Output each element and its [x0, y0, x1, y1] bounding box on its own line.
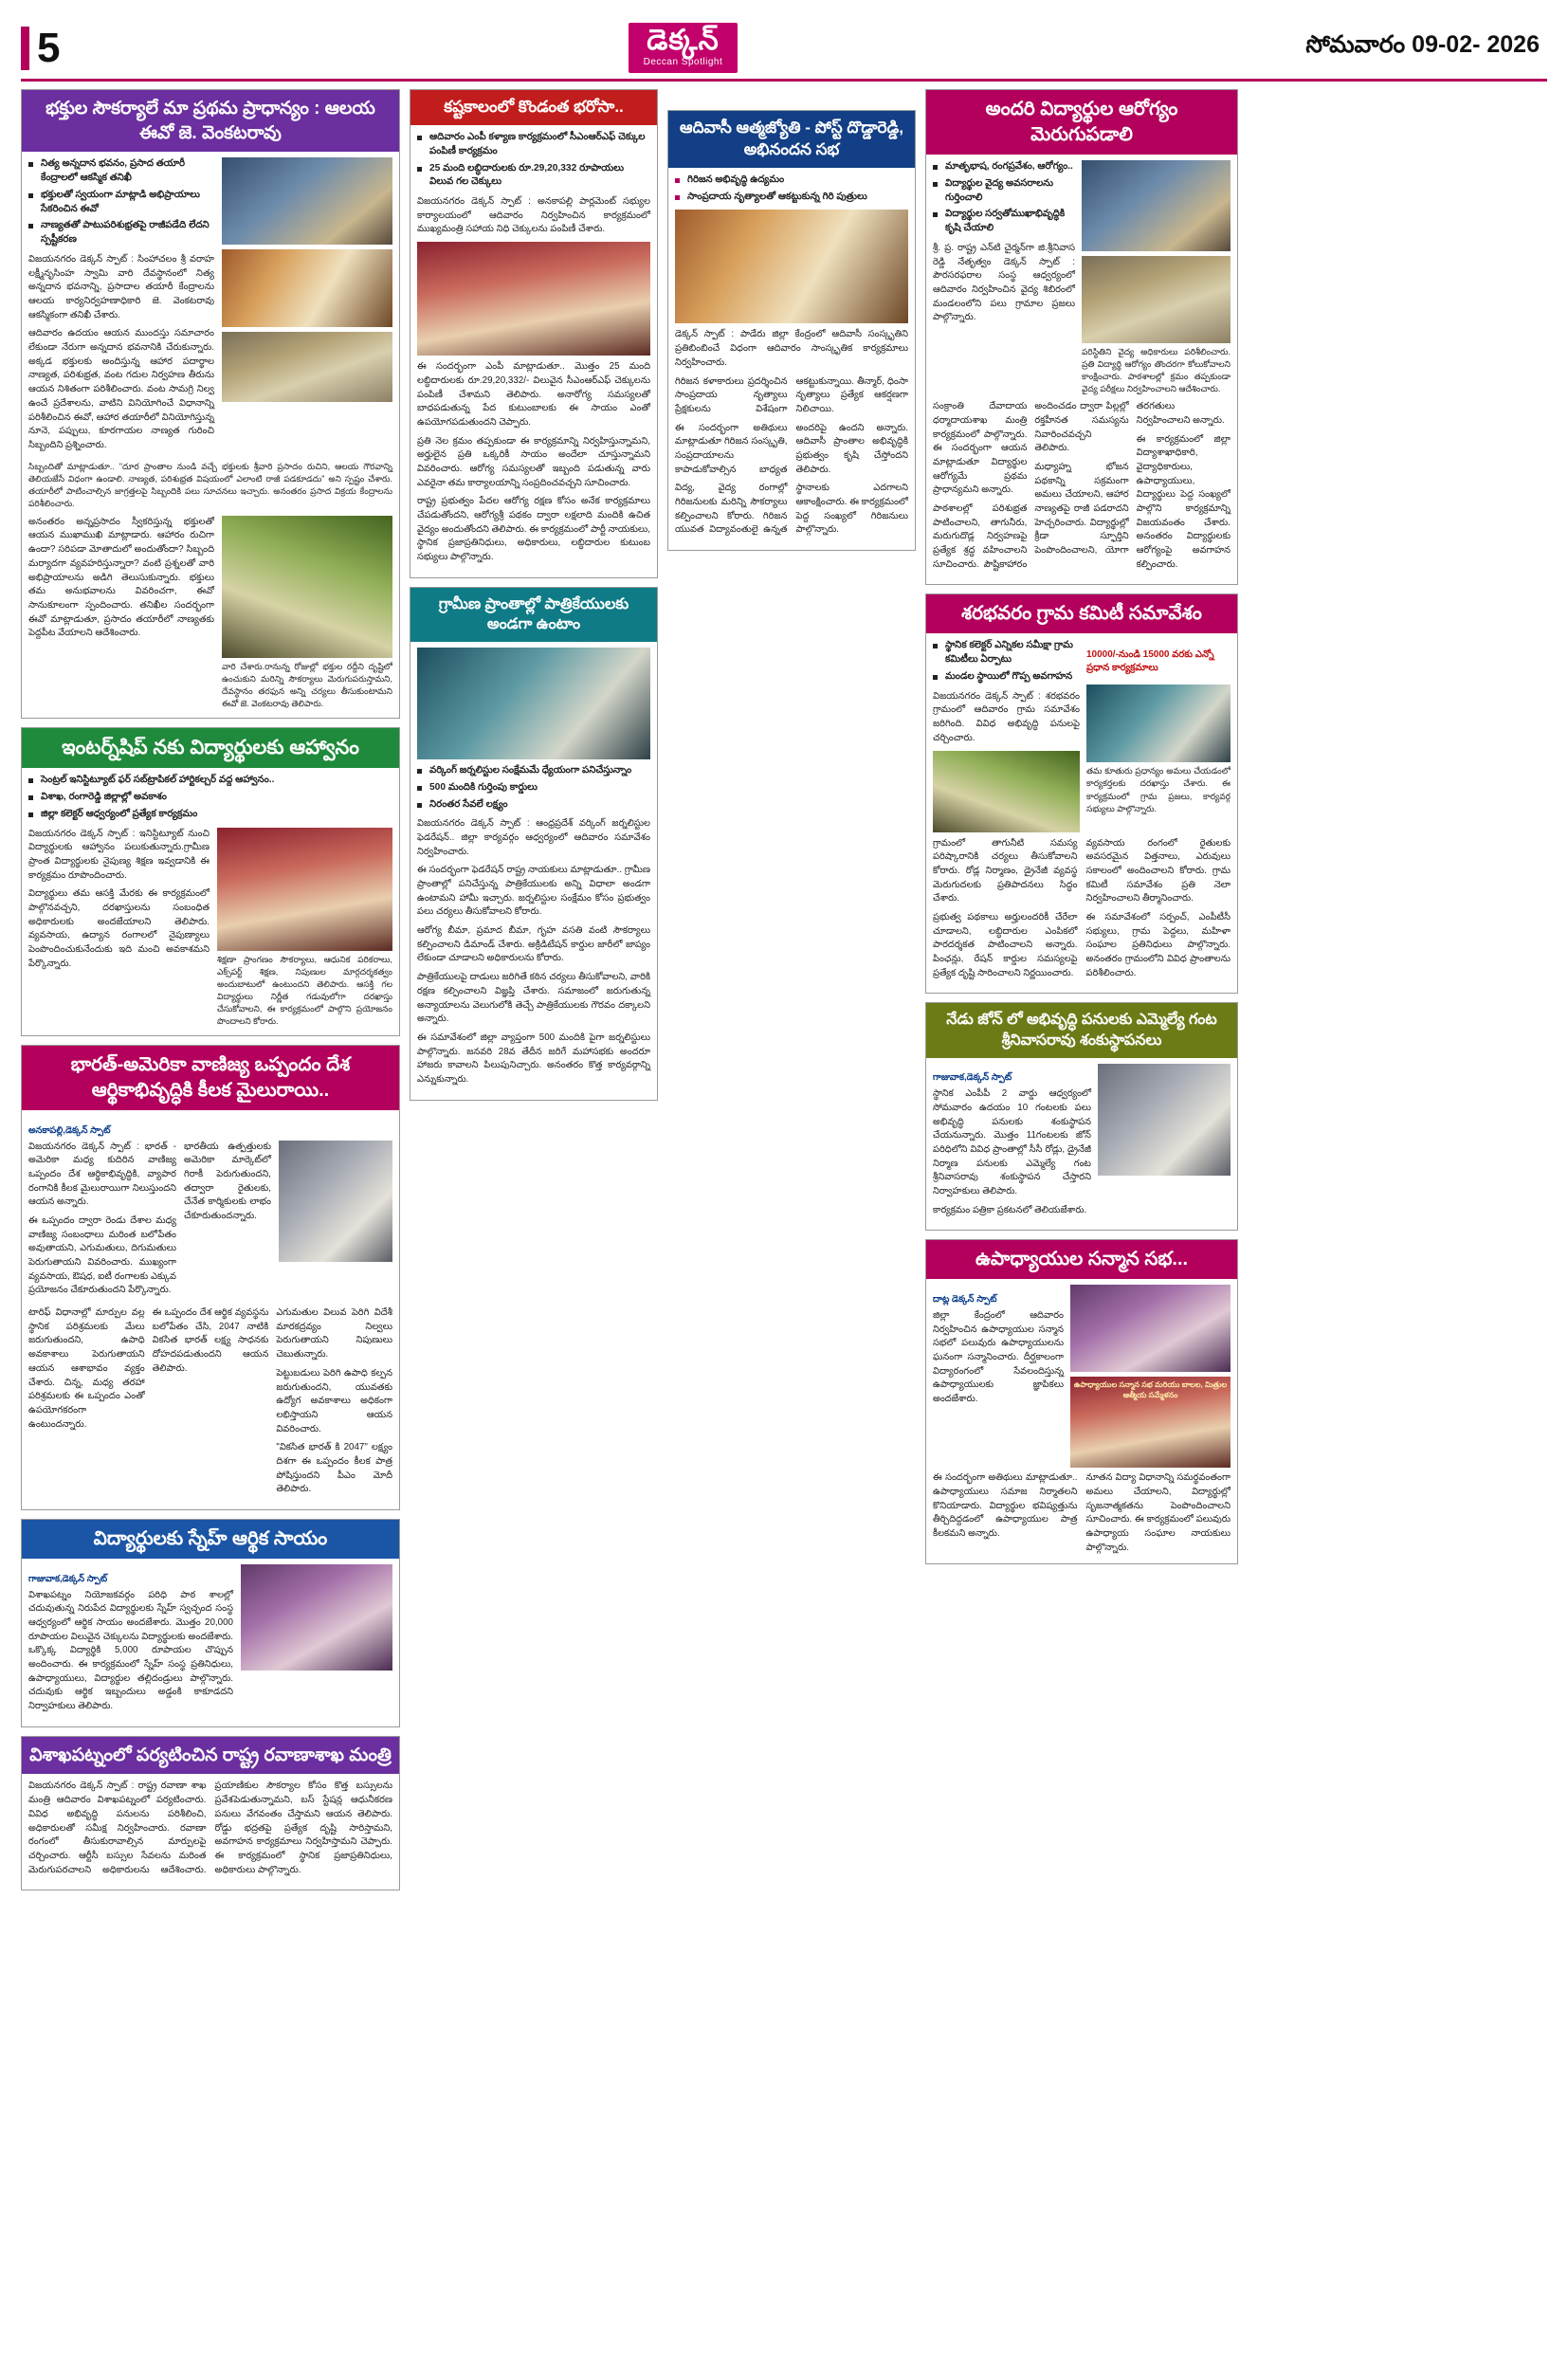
- article-paragraph: ఈ సందర్భంగా అతిథులు మాట్లాడుతూ.. ఉపాధ్యాయులు సమాజ నిర్మాతలని కొనియాడారు. విద్యార్థుల భవిష్యత్తును తీర్చిదిద్దడంలో ఉపాధ్యాయుల పాత్ర కీలకమని అన్నారు.: [933, 1472, 1078, 1540]
- article-paragraph: ఆరోగ్య బీమా, ప్రమాద బీమా, గృహ వసతి వంటి సౌకర్యాలు కల్పించాలని డిమాండ్ చేశారు. అక్రిడిటేషన్ కార్డుల జారీలో జాప్యం లేకుండా చూడాలని అధికారులను కోరారు.: [417, 925, 650, 964]
- article-paragraph: "వికసిత భారత్ కి 2047" లక్ష్యం దిశగా ఈ ఒప్పందం కీలక పాత్ర పోషిస్తుందని పీఎం మోదీ తెలిపారు.: [276, 1442, 393, 1495]
- logo-title: డెక్కన్: [647, 25, 720, 56]
- article-paragraph: ఆదివారం ఉదయం ఆయన ముందస్తు సమాచారం లేకుండా నేరుగా అన్నదాన భవనానికి చేరుకున్నారు. అక్కడ భక్తులకు అందిస్తున్న ఆహార పదార్థాల నాణ్యత, పరిశుభ్రత, వంట గదుల నిర్వహణ తీరును ఆయన నిశితంగా పరిశీలించారు. వంట సామగ్రి నిల్వ ఉంచే ప్రదేశాలను, వాటిని వినియోగించే విధానాన్ని పరిశీలించిన ఈవో, ఆహార తయారీలో వినియోగిస్తున్న నూనె, పప్పులు, కూరగాయల నాణ్యత గురించి సిబ్బందిని ప్రశ్నించారు.: [28, 328, 214, 450]
- article-temple-eo: [21, 89, 400, 719]
- article-paragraph: ఈ ఒప్పందం దేశ ఆర్థిక వ్యవస్థను బలోపేతం చేసి, 2047 నాటికి వికసిత భారత్ లక్ష్య సాధనకు దోహదపడుతుందని ఆయన తెలిపారు.: [152, 1307, 269, 1374]
- list-item: సెంట్రల్ ఇనిస్టిట్యూట్ ఫర్ సబ్‌ట్రాపికల్ హార్టికల్చర్ వద్ద ఆహ్వానం..: [28, 774, 392, 788]
- article-paragraph: పాత్రికేయులపై దాడులు జరిగితే కఠిన చర్యలు తీసుకోవాలని, వారికి రక్షణ కల్పించాలని విజ్ఞప్తి చేశారు. సమాజంలో జరుగుతున్న అన్యాయాలను వెలుగులోకి తెచ్చే పాత్రికేయులకు గౌరవం దక్కాలని అన్నారు.: [417, 972, 650, 1025]
- article-byline: శ్రీ. ప్ర. రాష్ట్ర ఎన్‌టి చైర్మన్‌గా జి.శ్రీనివాస రెడ్డి నేతృత్వం డెక్కన్ స్పాట్ : పౌరసరఫరాల సంస్థ ఆధ్వర్యంలో ఆదివారం నిర్వహించిన వైద్య శిబిరంలో మండలంలోని పలు గ్రామాల ప్రజలు పాల్గొన్నారు.: [933, 242, 1075, 323]
- newspaper-logo: [629, 23, 738, 73]
- article-paragraph: గ్రామంలో తాగునీటి సమస్య పరిష్కారానికి చర్యలు తీసుకోవాలని కోరారు. రోడ్ల నిర్మాణం, డ్రైనేజీ వ్యవస్థ మెరుగుదలకు ప్రతిపాదనలు సిద్ధం చేశారు.: [933, 837, 1078, 904]
- list-item: స్థానిక కలెక్టర్ ఎన్నికల సమీక్షా గ్రామ కమిటీలు ఏర్పాటు: [933, 639, 1080, 667]
- news-photo: [417, 648, 650, 759]
- article-headline: విశాఖపట్నంలో పర్యటించిన రాష్ట్ర రవాణాశాఖ మంత్రి: [22, 1737, 399, 1775]
- article-paragraph: విద్యార్థులు తమ ఆసక్తి మేరకు ఈ కార్యక్రమంలో పాల్గొనవచ్చని, దరఖాస్తులను సంబంధిత అధికారులకు అందజేయాలని తెలిపారు. వ్యవసాయ, ఉద్యాన రంగాలలో నైపుణ్యాలు పెంపొందించుకునేందుకు ఇది మంచి అవకాశమని పేర్కొన్నారు.: [28, 888, 210, 969]
- article-byline: అనకాపల్లి,డెక్కన్ స్పాట్: [28, 1124, 111, 1136]
- news-photo: [1086, 685, 1231, 762]
- article-mla-foundation: [925, 1002, 1238, 1231]
- article-note: 10000/-నుండి 15000 వరకు ఎన్నో ప్రధాన కార్యక్రమాలు: [1086, 649, 1214, 674]
- news-photo: [222, 332, 392, 402]
- article-paragraph: విద్య, వైద్య రంగాల్లో గిరిజనులకు మరిన్ని సౌకర్యాలు కల్పించాలని కోరారు. గిరిజన యువత విద్యావంతులై ఉన్నత స్థానాలకు ఎదగాలని ఆకాంక్షించారు. ఈ కార్యక్రమంలో పెద్ద సంఖ్యలో గిరిజనులు పాల్గొన్నారు.: [675, 483, 908, 536]
- article-byline: విజయనగరం డెక్కన్ స్పాట్ : ఆంధ్రప్రదేశ్ వర్కింగ్ జర్నలిస్టుల ఫెడరేషన్.. జిల్లా కార్యవర్గం ఆధ్వర్యంలో ఆదివారం సమావేశం నిర్వహించారు.: [417, 818, 650, 857]
- article-headline: కష్టకాలంలో కొండంత భరోసా..: [410, 90, 657, 125]
- article-headline: గ్రామీణ ప్రాంతాల్లో పాత్రికేయులకు అండగా ఉంటాం: [410, 588, 657, 642]
- article-paragraph: ఈ ఒప్పందం ద్వారా రెండు దేశాల మధ్య వాణిజ్య సంబంధాలు మరింత బలోపేతం అవుతాయని, ఎగుమతులు, దిగుమతులు పెరుగుతాయని వివరించారు. ముఖ్యంగా వ్యవసాయ, ఔషధ, ఐటీ రంగాలకు ఎక్కువ ప్రయోజనం చేకూరుతుందని పేర్కొన్నారు.: [28, 1214, 176, 1296]
- list-item: సాంప్రదాయ నృత్యాలతో ఆకట్టుకున్న గిరి పుత్రులు: [675, 191, 908, 205]
- article-tribal-culture: [667, 110, 916, 551]
- bullet-list: [28, 774, 392, 821]
- list-item: ఆదివారం ఎంపీ కళ్యాణ కార్యక్రమంలో సీఎంఆర్ఎఫ్ చెక్కుల పంపిణీ కార్యక్రమం: [417, 131, 650, 159]
- news-photo: [417, 242, 650, 356]
- page-number: 5: [37, 24, 61, 71]
- column-2: [410, 89, 658, 1101]
- article-village-committee: [925, 594, 1238, 994]
- photo-group: [217, 828, 392, 1028]
- article-trade-agreement: [21, 1045, 400, 1510]
- list-item: విద్యార్థుల సర్వతోముఖాభివృద్ధికి కృషి చేయాలి: [933, 208, 1075, 236]
- page-columns: [21, 89, 1547, 1890]
- article-paragraph: సంక్రాంతి దేవాదాయ ధర్మాదాయశాఖ మంత్రి కార్యక్రమంలో పాల్గొన్నారు. ఈ సందర్భంగా ఆయన మాట్లాడుతూ విద్యార్థుల ఆరోగ్యమే ప్రథమ ప్రాధాన్యమని అన్నారు.: [933, 401, 1028, 496]
- article-byline: గాజువాక,డెక్కన్ స్పాట్: [28, 1573, 108, 1584]
- article-headline: విద్యార్థులకు స్నేహ్ ఆర్థిక సాయం: [22, 1520, 399, 1559]
- page-number-bar: [21, 27, 29, 70]
- article-paragraph: టారిఫ్ విధానాల్లో మార్పుల వల్ల స్థానిక పరిశ్రమలకు మేలు జరుగుతుందని, ఉపాధి అవకాశాలు పెరుగుతాయని ఆయన ఆశాభావం వ్యక్తం చేశారు. చిన్న, మధ్య తరహా పరిశ్రమలకు ఈ ఒప్పందం ఎంతో ఉపయోగకరంగా ఉంటుందన్నారు.: [28, 1307, 145, 1430]
- article-journalists: [410, 587, 658, 1101]
- list-item: విశాఖ, రంగారెడ్డి జిల్లాల్లో అవకాశం: [28, 791, 392, 805]
- article-paragraph: తమ కూతురు ప్రధాన్యం అమలు చేయడంలో కార్యకర్తలకు దరఖాస్తు చేశారు. ఈ కార్యక్రమంలో గ్రామ ప్రజలు, కార్యవర్గ సభ్యులు పాల్గొన్నారు.: [1086, 766, 1231, 813]
- article-teacher-felicitation: [925, 1239, 1238, 1563]
- article-paragraph: ఈ సమావేశంలో జిల్లా వ్యాప్తంగా 500 మందికి పైగా జర్నలిస్టులు పాల్గొన్నారు. జనవరి 28వ తేదీన జరిగే మహాసభకు అందరూ హాజరు కావాలని పిలుపునిచ్చారు. అనంతరం కొత్త కార్యవర్గాన్ని ఎన్నుకున్నారు.: [417, 1032, 650, 1085]
- masthead: [21, 17, 1547, 82]
- article-byline: విజయనగరం డెక్కన్ స్పాట్ : శరభవరం గ్రామంలో ఆదివారం గ్రామ సమావేశం జరిగింది. వివిధ అభివృద్ధి పనులపై చర్చించారు.: [933, 690, 1080, 743]
- news-photo: [1082, 160, 1231, 251]
- article-paragraph: విశాఖపట్నం నియోజకవర్గం పరిధి పాఠ శాలల్లో చదువుతున్న నిరుపేద విద్యార్థులకు స్నేహ్ స్వచ్ఛంద సంస్థ ఆధ్వర్యంలో ఆర్థిక సాయం అందజేశారు. మొత్తం 20,000 రూపాయల విలువైన చెక్కులను విద్యార్థులకు అందజేశారు. ఒక్కొక్క విద్యార్థికి 5,000 రూపాయల చొప్పున అందించారు. ఈ కార్యక్రమంలో స్నేహ్ సంస్థ ప్రతినిధులు, ఉపాధ్యాయులు, విద్యార్థుల తల్లిదండ్రులు పాల్గొన్నారు. చదువుకు ఆర్థిక ఇబ్బందులు అడ్డంకి కాకూడదని నిర్వాహకులు తెలిపారు.: [28, 1589, 233, 1712]
- article-headline: ఉపాధ్యాయుల సన్మాన సభ...: [926, 1240, 1237, 1279]
- bullet-list: [933, 639, 1080, 684]
- article-paragraph: కార్యక్రమం పత్రికా ప్రకటనలో తెలియజేశారు.: [933, 1204, 1087, 1215]
- article-paragraph: విజయనగరం డెక్కన్ స్పాట్ : భారత్ - అమెరికా మధ్య కుదిరిన వాణిజ్య ఒప్పందం దేశ ఆర్థికాభివృద్ధికి, వ్యాపార రంగానికి కీలక మైలురాయిగా నిలుస్తుందని ఆయన అన్నారు.: [28, 1141, 176, 1208]
- photo-group: [222, 516, 392, 710]
- news-photo: [222, 249, 392, 327]
- bullet-list: [417, 764, 650, 812]
- article-paragraph: మధ్యాహ్న భోజన పథకాన్ని సక్రమంగా అమలు చేయాలని, ఆహార నాణ్యతపై రాజీ పడరాదని హెచ్చరించారు. విద్యార్థుల్లో క్రీడా స్ఫూర్తిని పెంపొందించాలని, యోగా తరగతులు నిర్వహించాలని అన్నారు.: [1034, 401, 1225, 557]
- portrait-wrap: [279, 1141, 392, 1304]
- list-item: నాణ్యతతో పాటుపరిశుభ్రతపై రాజీపడేది లేదని స్పష్టీకరణ: [28, 219, 214, 247]
- article-paragraph: భారతీయ ఉత్పత్తులకు అమెరికా మార్కెట్‌లో గిరాకీ పెరుగుతుందని, తద్వారా రైతులకు, చేనేత కార్మికులకు లాభం చేకూరుతుందన్నారు.: [184, 1141, 271, 1221]
- article-byline: విజయనగరం డెక్కన్ స్పాట్ : ఇనిస్టిట్యూట్ నుంచి విద్యార్థులకు ఆహ్వానం పలుకుతున్నారు.గ్రామీణ ప్రాంత విద్యార్థులకు నైపుణ్య శిక్షణ ఇవ్వడానికి ఈ కార్యక్రమం రూపొందించారు.: [28, 828, 210, 881]
- photo-caption: పరిస్థితిని వైద్య అధికారులు పరిశీలించారు. ప్రతి విద్యార్థి ఆరోగ్యం తొందరగా కోలుకోవాలని కాంక్షించారు. పాఠశాలల్లో క్రమం తప్పకుండా వైద్య పరీక్షలు నిర్వహించాలని ఆదేశించారు.: [1082, 347, 1231, 394]
- bullet-list: [933, 160, 1075, 236]
- list-item: 500 మందికి గుర్తింపు కార్డులు: [417, 781, 650, 795]
- photo-group: [1082, 160, 1231, 395]
- article-byline: దాట్ల డెక్కన్ స్పాట్: [933, 1293, 997, 1305]
- article-paragraph: స్థానిక ఎంపీపీ 2 వార్డు ఆధ్వర్యంలో సోమవారం ఉదయం 10 గంటలకు పలు అభివృద్ధి పనులకు శంకుస్థాపన చేయనున్నారు. మొత్తం 11గంటలకు జోన్ పరిధిలోని వివిధ ప్రాంతాల్లో సీసీ రోడ్లు, డ్రైనేజీ నిర్మాణ పనులకు ఎమ్మెల్యే గంట శ్రీనివాసరావు శంకుస్థాపన చేస్తారని నిర్వాహకులు తెలిపారు.: [933, 1088, 1091, 1196]
- news-photo: [675, 210, 908, 323]
- photo-group: [241, 1564, 392, 1719]
- article-paragraph: నూతన విద్యా విధానాన్ని సమర్థవంతంగా అమలు చేయాలని, విద్యార్థుల్లో సృజనాత్మకతను పెంపొందించాలని సూచించారు. ఈ కార్యక్రమంలో పలువురు ఉపాధ్యాయ సంఘాల నాయకులు పాల్గొన్నారు.: [1085, 1472, 1231, 1553]
- page-number-group: [21, 24, 61, 71]
- news-photo: [1070, 1285, 1231, 1372]
- news-photo: [933, 751, 1080, 832]
- list-item: గిరిజన అభివృద్ధి ఉద్యమం: [675, 173, 908, 188]
- article-cmrf-cheques: [410, 89, 658, 578]
- article-byline: విజయనగరం డెక్కన్ స్పాట్ : సింహాచలం శ్రీ వరాహ లక్ష్మీనృసింహ స్వామి వారి దేవస్థానంలో నిత్య అన్నదాన భవనాన్ని, ప్రసాదాల తయారీ కేంద్రాలను ఆలయ కార్యనిర్వహణాధికారి జె. వెంకటరావు ఆకస్మికంగా తనిఖీ చేశారు.: [28, 253, 214, 320]
- article-paragraph: ప్రభుత్వ పథకాలు అర్హులందరికీ చేరేలా చూడాలని, లబ్ధిదారుల ఎంపికలో పారదర్శకత పాటించాలని అన్నారు. పింఛన్లు, రేషన్ కార్డుల సమస్యలపై ప్రత్యేక దృష్టి సారించాలని నిర్ణయించారు.: [933, 911, 1078, 978]
- news-photo-banner: [1070, 1377, 1231, 1468]
- news-photo: [217, 828, 392, 951]
- article-paragraph: ఈ కార్యక్రమంలో జిల్లా విద్యాశాఖాధికారి, వైద్యాధికారులు, ఉపాధ్యాయులు, విద్యార్థులు పెద్ద సంఖ్యలో పాల్గొని కార్యక్రమాన్ని విజయవంతం చేశారు. అనంతరం విద్యార్థులకు ఆరోగ్యంపై అవగాహన కల్పించారు.: [1136, 433, 1231, 570]
- masthead-logo-wrap: [60, 23, 1305, 73]
- article-headline: నేడు జోన్ లో అభివృద్ధి పనులకు ఎమ్మెల్యే గంట శ్రీనివాసరావు శంకుస్థాపనలు: [926, 1003, 1237, 1057]
- news-photo: [1082, 256, 1231, 343]
- photo-group: [222, 157, 392, 457]
- list-item: 25 మంది లబ్ధిదారులకు రూ.29,20,332 రూపాయలు విలువ గల చెక్కులు: [417, 162, 650, 191]
- list-item: నిత్య అన్నదాన భవనం, ప్రసాద తయారీ కేంద్రాలలో ఆకస్మిక తనిఖీ: [28, 157, 214, 186]
- list-item: మండల స్థాయిలో గొప్ప అవగాహన: [933, 670, 1080, 685]
- article-headline: అందరి విద్యార్థుల ఆరోగ్యం మెరుగుపడాలి: [926, 90, 1237, 155]
- bullet-list: [28, 157, 214, 247]
- column-3-spacer: [667, 89, 916, 101]
- article-paragraph: పెట్టుబడులు పెరిగి ఉపాధి కల్పన జరుగుతుందని, యువతకు ఉద్యోగ అవకాశాలు అధికంగా లభిస్తాయని ఆయన వివరించారు.: [276, 1367, 393, 1434]
- bullet-list: [675, 173, 908, 205]
- photo-group: [1070, 1285, 1231, 1468]
- article-paragraph: ఈ సందర్భంగా ఎంపీ మాట్లాడుతూ.. మొత్తం 25 మంది లబ్ధిదారులకు రూ.29,20,332/- విలువైన సీఎంఆర్ఎఫ్ చెక్కులను పంపిణీ చేశామని తెలిపారు. అనారోగ్య సమస్యలతో బాధపడుతున్న పేద కుటుంబాలకు ఈ సాయం ఎంతో ఉపయోగపడుతుందని చెప్పారు.: [417, 361, 650, 428]
- article-paragraph: ఎగుమతుల విలువ పెరిగి విదేశీ మారకద్రవ్యం నిల్వలు పెరుగుతాయని నిపుణులు చెబుతున్నారు.: [276, 1307, 393, 1360]
- list-item: భక్తులతో స్వయంగా మాట్లాడి అభిప్రాయాలు సేకరించిన ఈవో: [28, 189, 214, 217]
- article-paragraph: విజయనగరం డెక్కన్ స్పాట్ : రాష్ట్ర రవాణా శాఖ మంత్రి ఆదివారం విశాఖపట్నంలో పర్యటించారు. వివిధ అభివృద్ధి పనులను పరిశీలించి, అధికారులతో సమీక్ష నిర్వహించారు. రవాణా రంగంలో తీసుకురావాల్సిన మార్పులపై చర్చించారు. ఆర్టీసీ బస్సుల సేవలను మరింత మెరుగుపరచాలని అధికారులను ఆదేశించారు. ప్రయాణికుల సౌకర్యాల కోసం కొత్త బస్సులను ప్రవేశపెడుతున్నామని, బస్ స్టేషన్ల ఆధునీకరణ పనులు వేగవంతం చేస్తామని ఆయన తెలిపారు. రోడ్డు భద్రతపై ప్రత్యేక దృష్టి సారిస్తామని, అవగాహన కార్యక్రమాలు నిర్వహిస్తామని చెప్పారు. ఈ కార్యక్రమంలో స్థానిక ప్రజాప్రతినిధులు, అధికారులు పాల్గొన్నారు.: [28, 1780, 392, 1875]
- photo-caption: వారి చేశారు.రానున్న రోజుల్లో భక్తుల రద్దీని దృష్టిలో ఉంచుకుని మరిన్ని సౌకర్యాలు మెరుగుపరుస్తామని, దేవస్థానం తరఫున అన్ని చర్యలు తీసుకుంటామని ఈవో జె. వెంకటరావు తెలిపారు.: [222, 661, 392, 708]
- masthead-date: సోమవారం 09-02- 2026: [1305, 31, 1540, 58]
- article-headline: శరభవరం గ్రామ కమిటీ సమావేశం: [926, 594, 1237, 633]
- article-paragraph: ఈ సందర్భంగా అతిథులు మాట్లాడుతూ గిరిజన సంస్కృతి, సంప్రదాయాలను కాపాడుకోవాల్సిన బాధ్యత అందరిపై ఉందని అన్నారు. ఆదివాసీ ప్రాంతాల అభివృద్ధికి ప్రభుత్వం కృషి చేస్తోందని తెలిపారు.: [675, 422, 908, 475]
- article-paragraph: ప్రతి నెల క్రమం తప్పకుండా ఈ కార్యక్రమాన్ని నిర్వహిస్తున్నామని, అర్హులైన ప్రతి ఒక్కరికీ సాయం అందేలా చూస్తున్నామని వివరించారు. ఆరోగ్య సమస్యలతో ఇబ్బంది పడుతున్న వారు ఎవరైనా తమ కార్యాలయాన్ని సంప్రదించవచ్చని సూచించారు.: [417, 435, 650, 488]
- column-1: [21, 89, 400, 1890]
- article-headline: ఆదివాసీ ఆత్మజ్యోతి - పోస్ట్ దొడ్డారెడ్డి, అభినందన సభ: [668, 111, 915, 168]
- article-headline: భారత్-అమెరికా వాణిజ్య ఒప్పందం దేశ ఆర్థికాభివృద్ధికి కీలక మైలురాయి..: [22, 1046, 399, 1110]
- article-paragraph: ఈ సమావేశంలో సర్పంచ్, ఎంపీటీసీ సభ్యులు, గ్రామ పెద్దలు, మహిళా సంఘాల ప్రతినిధులు పాల్గొన్నారు. అనంతరం గ్రామంలోని వివిధ ప్రాంతాలను పరిశీలించారు.: [1085, 911, 1231, 978]
- portrait-photo: [1098, 1064, 1231, 1176]
- bullet-list: [417, 131, 650, 190]
- article-student-health: [925, 89, 1238, 585]
- portrait-photo: [279, 1141, 392, 1262]
- article-paragraph: అనంతరం అన్నప్రసాదం స్వీకరిస్తున్న భక్తులతో ఆయన ముఖాముఖి మాట్లాడారు. ఆహారం రుచిగా ఉందా? సరిపడా మోతాదులో అందుతోందా? సిబ్బంది మర్యాదగా వ్యవహరిస్తున్నారా? వంటి ప్రశ్నలతో వారి అభిప్రాయాలను అడిగి తెలుసుకున్నారు. భక్తులు తమ అనుభవాలను వివరించగా, ఈవో సానుకూలంగా స్పందించారు. తనిఖీల సందర్భంగా ఈవో మాట్లాడుతూ, ప్రసాదం తయారీలో నాణ్యతకు పెద్దపీట వేయాలని ఆదేశించారు.: [28, 516, 214, 639]
- article-headline: ఇంటర్న్‌షిప్ నకు విద్యార్థులకు ఆహ్వానం: [22, 728, 399, 768]
- news-photo: [241, 1564, 392, 1671]
- news-photo: [222, 157, 392, 245]
- article-internship: [21, 727, 400, 1036]
- photo-caption: సిబ్బందితో మాట్లాడుతూ.. "దూర ప్రాంతాల నుండి వచ్చే భక్తులకు శ్రీవారి ప్రసాదం రుచిని, ఆలయ గౌరవాన్ని తెలియజేసే విధంగా ఉండాలి. నాణ్యత, పరిశుభ్రత విషయంలో ఎలాంటి రాజీ పడకూడదు" అని స్పష్టం చేశారు. తయారీలో పాటించాల్సిన జాగ్రత్తలపై సిబ్బందికి పలు సూచనలు ఇచ్చారు. అనంతరం ప్రసాద విక్రయ కేంద్రాలను పరిశీలించారు.: [28, 461, 392, 508]
- article-paragraph: గిరిజన కళాకారులు ప్రదర్శించిన సాంప్రదాయ నృత్యాలు ప్రేక్షకులను విశేషంగా ఆకట్టుకున్నాయి. తీన్మార్, ధింసా నృత్యాలు ప్రత్యేక ఆకర్షణగా నిలిచాయి.: [675, 375, 908, 414]
- list-item: విద్యార్థుల వైద్య అవసరాలను గుర్తించాలి: [933, 177, 1075, 206]
- article-paragraph: పాఠశాలల్లో పరిశుభ్రత పాటించాలని, తాగునీరు, మరుగుదొడ్ల నిర్వహణపై ప్రత్యేక శ్రద్ధ వహించాలని సూచించారు. పౌష్టికాహారం అందించడం ద్వారా పిల్లల్లో రక్తహీనత సమస్యను నివారించవచ్చని తెలిపారు.: [933, 401, 1129, 570]
- list-item: వర్కింగ్ జర్నలిస్టుల సంక్షేమమే ధ్యేయంగా పనిచేస్తున్నాం: [417, 764, 650, 778]
- article-byline: విజయనగరం డెక్కన్ స్పాట్ : అనకాపల్లి పార్లమెంట్ సభ్యుల కార్యాలయంలో ఆదివారం నిర్వహించిన కార్యక్రమంలో ముఖ్యమంత్రి సహాయ నిధి చెక్కులను పంపిణీ చేశారు.: [417, 196, 650, 235]
- article-paragraph: ఈ సందర్భంగా ఫెడరేషన్ రాష్ట్ర నాయకులు మాట్లాడుతూ.. గ్రామీణ ప్రాంతాల్లో పనిచేస్తున్న పాత్రికేయులకు అన్ని విధాలా అండగా ఉంటామని హామీ ఇచ్చారు. జర్నలిస్టుల సంక్షేమం కోసం ప్రభుత్వం పలు చర్యలు తీసుకోవాలని కోరారు.: [417, 865, 650, 918]
- photo-caption: శిక్షణా ప్రాంగణం సౌకర్యాలు, ఆధునిక పరికరాలు, ఎక్స్‌పర్ట్ శిక్షణ, నిపుణుల మార్గదర్శకత్వం అందుబాటులో ఉంటుందని తెలిపారు. ఆసక్తి గల విద్యార్థులు నిర్ణీత గడువులోగా దరఖాస్తు చేసుకోవాలని, ఈ కార్యక్రమంలో పాల్గొని ప్రయోజనం పొందాలని కోరారు.: [217, 954, 392, 1026]
- article-byline: గాజువాక,డెక్కన్ స్పాట్: [933, 1072, 1012, 1084]
- news-photo: [222, 516, 392, 658]
- logo-subtitle: Deccan Spotlight: [643, 57, 723, 67]
- column-3: [667, 89, 916, 551]
- list-item: మాతృభాష, రంగప్రవేశం, ఆరోగ్యం..: [933, 160, 1075, 174]
- article-transport-minister: [21, 1736, 400, 1890]
- photo-group: [1098, 1064, 1231, 1223]
- article-paragraph: వ్యవసాయ రంగంలో రైతులకు అవసరమైన విత్తనాలు, ఎరువులు సకాలంలో అందించాలని కోరారు. గ్రామ కమిటీ సమావేశం ప్రతి నెలా నిర్వహించాలని తీర్మానించారు.: [1085, 837, 1231, 904]
- article-paragraph: రాష్ట్ర ప్రభుత్వం పేదల ఆరోగ్య రక్షణ కోసం అనేక కార్యక్రమాలు చేపడుతోందని, ఆరోగ్యశ్రీ పథకం ద్వారా లక్షలాది మందికి ఉచిత వైద్యం అందుతోందని తెలిపారు. ఈ కార్యక్రమంలో పార్టీ నాయకులు, స్థానిక ప్రజాప్రతినిధులు, అధికారులు, లబ్ధిదారుల కుటుంబ సభ్యులు పాల్గొన్నారు.: [417, 496, 650, 563]
- column-4: [925, 89, 1238, 1564]
- article-headline: భక్తుల సౌకర్యాలే మా ప్రథమ ప్రాధాన్యం : ఆలయ ఈవో జె. వెంకటరావు: [22, 90, 399, 152]
- article-student-aid: [21, 1519, 400, 1727]
- article-paragraph: జిల్లా కేంద్రంలో ఆదివారం నిర్వహించిన ఉపాధ్యాయుల సన్మాన సభలో పలువురు ఉపాధ్యాయులను ఘనంగా సన్మానించారు. దీర్ఘకాలంగా విద్యారంగంలో సేవలందిస్తున్న ఉపాధ్యాయులకు జ్ఞాపికలు అందజేశారు.: [933, 1309, 1064, 1405]
- banner-text: ఉపాధ్యాయుల సన్మాన సభ మరియు బాలల, మిత్రుల ఆత్మీయ సమ్మేళనం: [1073, 1380, 1228, 1399]
- article-byline: డెక్కన్ స్పాట్ : పాడేరు జిల్లా కేంద్రంలో ఆదివాసీ సంస్కృతిని ప్రతిబింబించే విధంగా ఆదివారం సాంస్కృతిక కార్యక్రమాలు నిర్వహించారు.: [675, 329, 908, 368]
- list-item: నిరంతర సేవలే లక్ష్యం: [417, 798, 650, 813]
- list-item: జిల్లా కలెక్టర్ ఆధ్వర్యంలో ప్రత్యేక కార్యక్రమం: [28, 808, 392, 822]
